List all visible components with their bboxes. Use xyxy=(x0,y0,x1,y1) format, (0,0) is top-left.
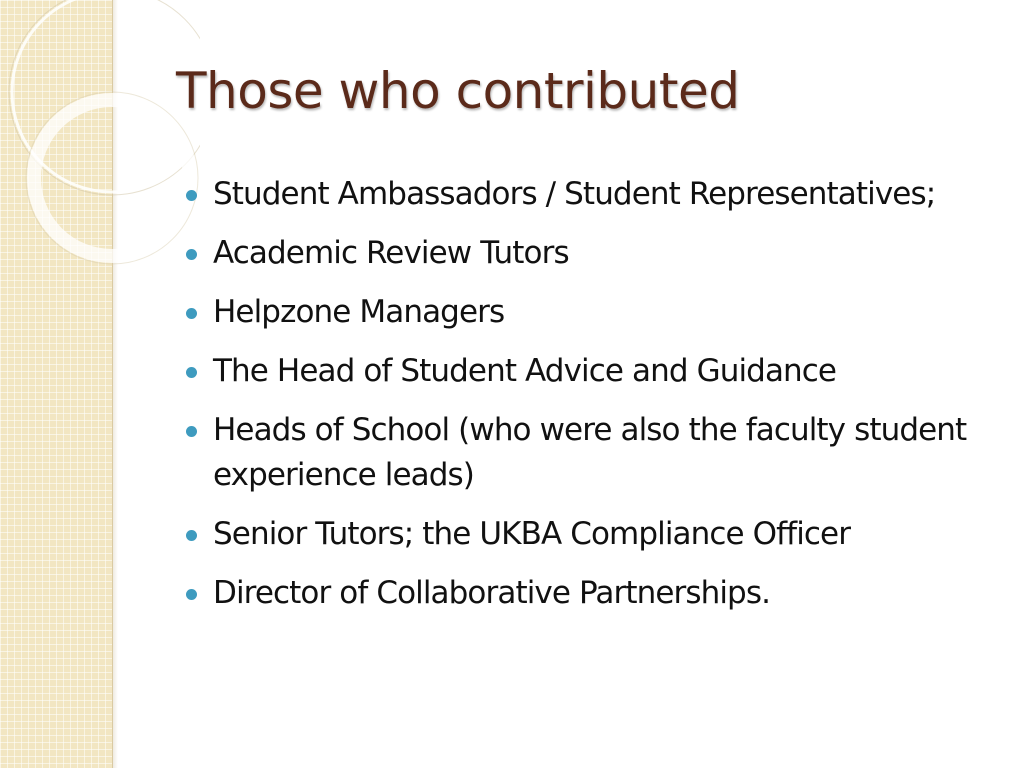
list-item xyxy=(186,290,1006,335)
list-item xyxy=(186,512,1006,557)
list-item-text: The Head of Student Advice and Guidance xyxy=(213,353,837,389)
list-item xyxy=(186,349,1006,394)
bullet-dot-icon xyxy=(186,249,197,260)
list-item-text: Helpzone Managers xyxy=(213,294,505,330)
bullet-dot-icon xyxy=(186,190,197,201)
bullet-dot-icon xyxy=(186,426,197,437)
list-item xyxy=(186,408,1006,498)
list-item xyxy=(186,571,1006,616)
bullet-dot-icon xyxy=(186,589,197,600)
list-item-text: Senior Tutors; the UKBA Compliance Officer xyxy=(213,516,851,552)
list-item xyxy=(186,172,1006,217)
list-item-text: Director of Collaborative Partnerships. xyxy=(213,575,771,611)
bullet-dot-icon xyxy=(186,530,197,541)
list-item-text: Academic Review Tutors xyxy=(213,235,569,271)
decorative-rings xyxy=(0,0,200,280)
slide-title: Those who contributed xyxy=(176,62,740,120)
bullet-dot-icon xyxy=(186,308,197,319)
bullet-dot-icon xyxy=(186,367,197,378)
list-item-text: Heads of School (who were also the faculty student experience leads) xyxy=(213,412,967,493)
list-item xyxy=(186,231,1006,276)
decorative-ring-small-edge xyxy=(26,92,198,264)
list-item-text: Student Ambassadors / Student Representatives; xyxy=(213,176,936,212)
contributors-list xyxy=(186,172,1006,630)
decorative-ring-small xyxy=(34,100,190,256)
